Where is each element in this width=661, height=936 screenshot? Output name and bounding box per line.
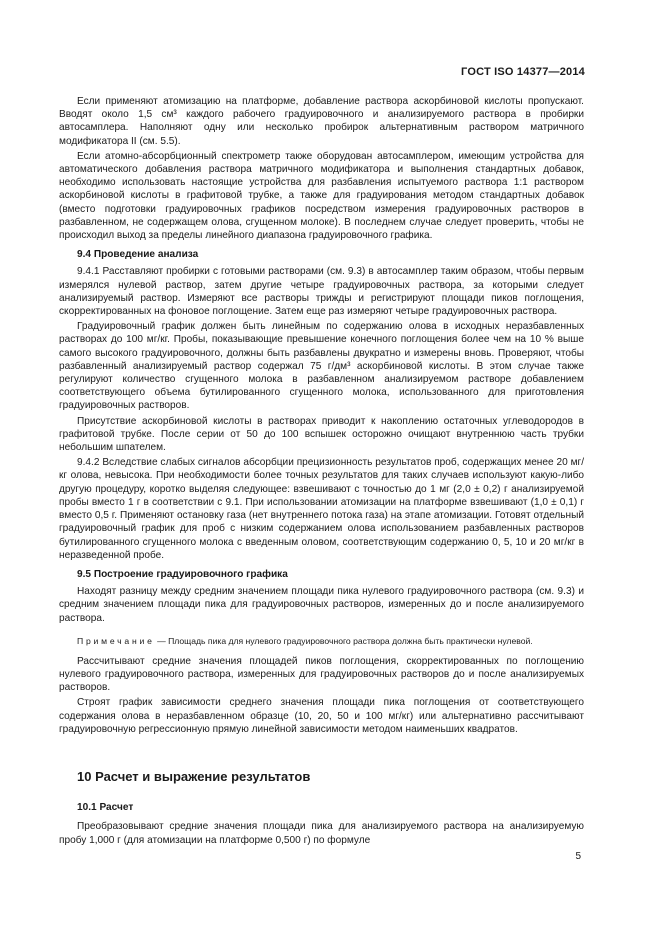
note-text: — Площадь пика для нулевого градуировочного раствора должна быть практически нулевой. — [154, 635, 533, 646]
document-body — [59, 95, 584, 849]
paragraph: 9.4.2 Вследствие слабых сигналов абсорбции прецизионность результатов проб, содержащих менее 20 мг/кг олова, невысока. При необходимости более точных результатов для таких случаев используют какую-либо другую процедуру, коротко выделяя следующее: взвешивают с точностью до 1 мг (2,0 ± 0,2) г анализируемой пробы вместо 1 г в соответствии с 9.1. При использовании атомизации на платформе взвешивают (1,0 ± 0,1) г вместо 0,5 г. Применяют остановку газа (нет внутреннего потока газа) на этапе атомизации. Готовят отдельный градуировочный график для проб с низким содержанием олова использованием разбавленных растворов бутилированного сгущенного молока с введенным оловом, соответствующим содержанию 0, 5, 10 и 20 мг/кг в неразведенной пробе. — [59, 457, 584, 561]
document-header: ГОСТ ISO 14377—2014 — [461, 66, 585, 78]
note — [59, 635, 584, 647]
paragraph: Присутствие аскорбиновой кислоты в растворах приводит к накоплению остаточных углеводородов в графитовой трубке. После серии от 50 до 100 вспышек осторожно очищают внутреннюю часть трубки небольшим шпателем. — [59, 415, 584, 454]
note-label: Примечание — [77, 635, 155, 646]
paragraph: 9.4.1 Расставляют пробирки с готовыми растворами (см. 9.3) в автосамплер таким образом, чтобы первым измерялся нулевой раствор, затем другие четыре градуировочных раствора, за которыми следует анализируемый раствор. Измеряют все растворы трижды и регистрируют площади пиков поглощения, скорректированных на фоновое поглощение. Затем еще раз измеряют четыре градуировочных раствора. — [59, 266, 584, 318]
paragraph: Рассчитывают средние значения площадей пиков поглощения, скорректированных по поглощению нулевого градуировочного раствора, измеренных для градуировочных растворов до и после анализируемых растворов. — [59, 655, 584, 694]
paragraph: Строят график зависимости среднего значения площади пика поглощения от соответствующего содержания олова в неразбавленном образце (10, 20, 50 и 100 мг/кг) или альтернативно рассчитывают градуировочную регрессионную прямую линейной зависимости методом наименьших квадратов. — [59, 697, 584, 735]
paragraph: Если применяют атомизацию на платформе, добавление раствора аскорбиновой кислоты пропускают. Вводят около 1,5 см³ каждого рабочего градуировочного и анализируемого раствора в пробирки автосамплера. Наполняют одну или несколько пробирок альтернативным раствором матричного модификатора II (см. 5.5). — [59, 96, 584, 147]
page-number: 5 — [575, 851, 581, 862]
paragraph: Градуировочный график должен быть линейным по содержанию олова в исходных неразбавленных растворах до 100 мг/кг. Пробы, показывающие превышение конечного поглощения более чем на 10 % выше самого высокого градуировочного, должны быть разбавлены двукратно и измерены вновь. Проверяют, чтобы разбавленный анализируемый раствор содержал 75 г/дм³ аскорбиновой кислоты. В этом случае также регулируют количество сгущенного молока в разбавленном анализируемом растворе добавлением соответствующего объема бутилированного сгущенного молока, использованного для приготовления градуировочных растворов. — [59, 321, 584, 412]
section-heading-9-5: 9.5 Построение градуировочного графика — [77, 568, 288, 580]
paragraph: Находят разницу между средним значением площади пика нулевого градуировочного раствора (см. 9.3) и средним значением площади пика для градуировочных растворов, измеренных до и после анализируемого раствора. — [59, 586, 584, 624]
section-heading-10-1: 10.1 Расчет — [77, 802, 134, 814]
chapter-heading-10: 10 Расчет и выражение результатов — [77, 768, 311, 784]
paragraph: Преобразовывают средние значения площади пика для анализируемого раствора на анализируемую пробу 1,000 г (для атомизации на платформе 0,500 г) по формуле — [59, 821, 584, 846]
section-heading-9-4: 9.4 Проведение анализа — [77, 249, 199, 261]
paragraph: Если атомно-абсорбционный спектрометр также оборудован автосамплером, имеющим устройства для автоматического добавления раствора матричного модификатора и выполнения стандартных добавок, необходимо использовать настоящие устройства для разбавления испытуемого раствора 1:1 раствором аскорбиновой кислоты в графитовой трубке, а также для градуирования методом стандартных добавок (вместо подготовки градуировочных графиков посредством измерения градуировочных растворов в разбавленном, не содержащем олова, сгущенном молоке). В последнем случае следует проверить, чтобы не происходил выход за пределы линейного диапазона градуировочного графика. — [59, 150, 584, 242]
